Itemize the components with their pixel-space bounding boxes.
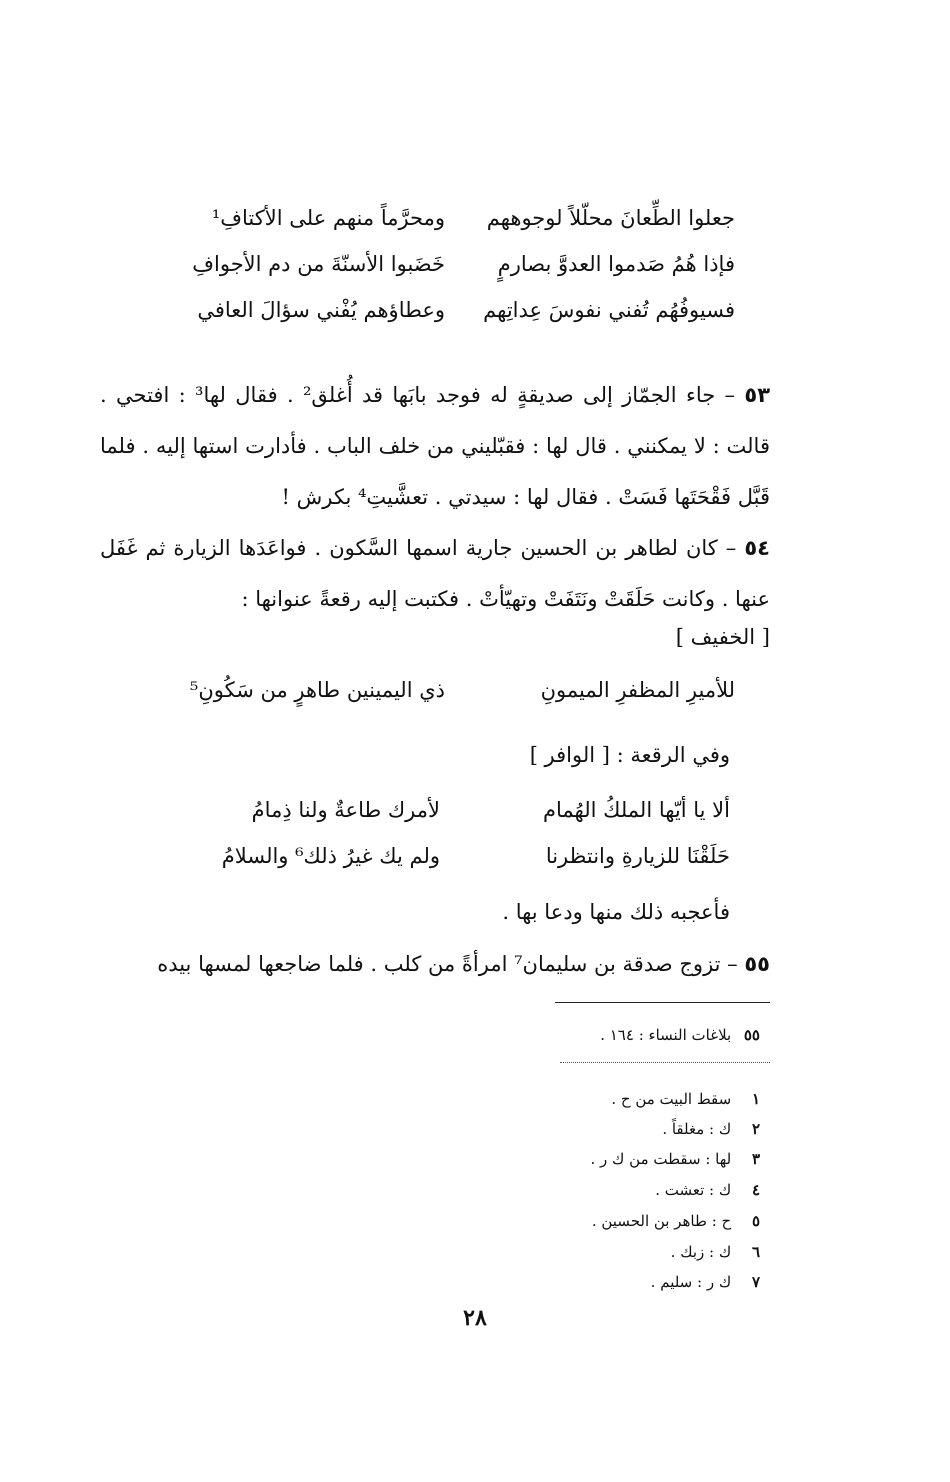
footnote-separator <box>555 1002 770 1003</box>
footnote-number: ٦ <box>751 1243 760 1261</box>
verse-hemistich-first: حَلَقْنَا للزيارةِ وانتظرنا <box>545 844 730 868</box>
footnote-number: ٢ <box>751 1120 760 1138</box>
footnote-number: ٥ <box>751 1212 760 1230</box>
source-note-text: بلاغات النساء : ١٦٤ . <box>600 1026 732 1044</box>
page-number: ٢٨ <box>463 1305 487 1331</box>
dotted-separator <box>560 1062 770 1063</box>
footnote-text: ك ر : سليم . <box>650 1273 732 1291</box>
anecdote-text: – كان لطاهر بن الحسين جارية اسمها السَّكون . فواعَدَها الزيارة ثم غَفَل عنها . وكانت حَلَقَتْ ونَتَفَتْ وتهيّأتْ . فكتبت إليه رقعةً عنوانها : <box>100 536 770 611</box>
anecdote-number: ٥٥ <box>744 952 770 976</box>
verse-hemistich-first: للأميرِ المظفرِ الميمونِ <box>540 678 735 702</box>
anecdote-text: – تزوج صدقة بن سليمان⁷ امرأةً من كلب . فلما ضاجعها لمسها بيده <box>157 952 745 976</box>
footnote-text: سقط البيت من ح . <box>611 1090 732 1108</box>
raqa-intro: وفي الرقعة : [ الوافر ] <box>529 743 730 767</box>
anecdote-53 <box>100 370 770 523</box>
verse-hemistich-second: وعطاؤهم يُفْني سؤالَ العافي <box>197 298 445 322</box>
footnote-number: ٣ <box>751 1150 760 1168</box>
verse-line <box>175 680 735 701</box>
anecdote-55 <box>157 952 770 976</box>
verse-hemistich-second: خَضَبوا الأسنّةَ من دم الأجوافِ <box>192 252 445 276</box>
footnote-text: ك : زبك . <box>670 1243 732 1261</box>
verse-hemistich-first: ألا يا أيّها الملكُ الهُمام <box>543 798 730 822</box>
closing-line: فأعجبه ذلك منها ودعا بها . <box>502 900 730 924</box>
verse-hemistich-first: فإذا هُمُ صَدموا العدوَّ بصارمٍ <box>497 252 735 276</box>
meter-label: [ الخفيف ] <box>675 625 770 649</box>
footnote <box>655 1181 760 1199</box>
anecdote-54 <box>100 523 770 625</box>
footnote <box>592 1212 760 1230</box>
verse-hemistich-second: لأمرك طاعةٌ ولنا ذِمامُ <box>251 798 440 822</box>
footnote-text: ك : تعشت . <box>655 1181 732 1199</box>
verse-line <box>175 254 735 275</box>
verse-hemistich-second: ومحرَّماً منهم على الأكتافِ¹ <box>211 206 445 230</box>
footnote-number: ٧ <box>751 1273 760 1291</box>
source-note-number: ٥٥ <box>743 1026 760 1044</box>
verse-line <box>175 208 735 229</box>
footnote-number: ١ <box>751 1090 760 1108</box>
footnote <box>590 1150 760 1168</box>
footnote-number: ٤ <box>751 1181 760 1199</box>
verse-hemistich-second: ولم يك غيرُ ذلك⁶ والسلامُ <box>221 844 440 868</box>
source-note <box>600 1026 760 1044</box>
footnote-text: لها : سقطت من ك ر . <box>590 1150 732 1168</box>
footnote <box>651 1273 760 1291</box>
footnote-text: ك : مغلقاً . <box>662 1120 732 1138</box>
footnote <box>611 1090 760 1108</box>
footnote-text: ح : طاهر بن الحسين . <box>591 1212 732 1230</box>
anecdote-number: ٥٣ <box>744 383 771 407</box>
verse-hemistich-second: ذي اليمينين طاهرٍ من سَكُونِ⁵ <box>189 678 445 702</box>
footnote <box>671 1243 760 1261</box>
anecdote-number: ٥٤ <box>744 536 770 560</box>
footnote <box>662 1120 760 1138</box>
verse-hemistich-first: فسيوفُهُم تُفني نفوسَ عِداتِهم <box>483 298 735 322</box>
verse-hemistich-first: جعلوا الطِّعانَ محلّلاً لوجوههم <box>486 206 735 230</box>
anecdote-text: – جاء الجمّاز إلى صديقةٍ له فوجد بابَها قد أُغلق² . فقال لها³ : افتحي . قالت : لا يمكنني . قال لها : فقبّليني من خلف الباب . فأدارت استها إليه . فلما قَبَّل فَقْحَتَها فَسَتْ . فقال لها : سيدتي . تعشَّيتِ⁴ بكرش ! <box>100 383 770 509</box>
verse-line <box>175 300 735 321</box>
verse-line <box>170 800 730 821</box>
verse-line <box>170 846 730 867</box>
